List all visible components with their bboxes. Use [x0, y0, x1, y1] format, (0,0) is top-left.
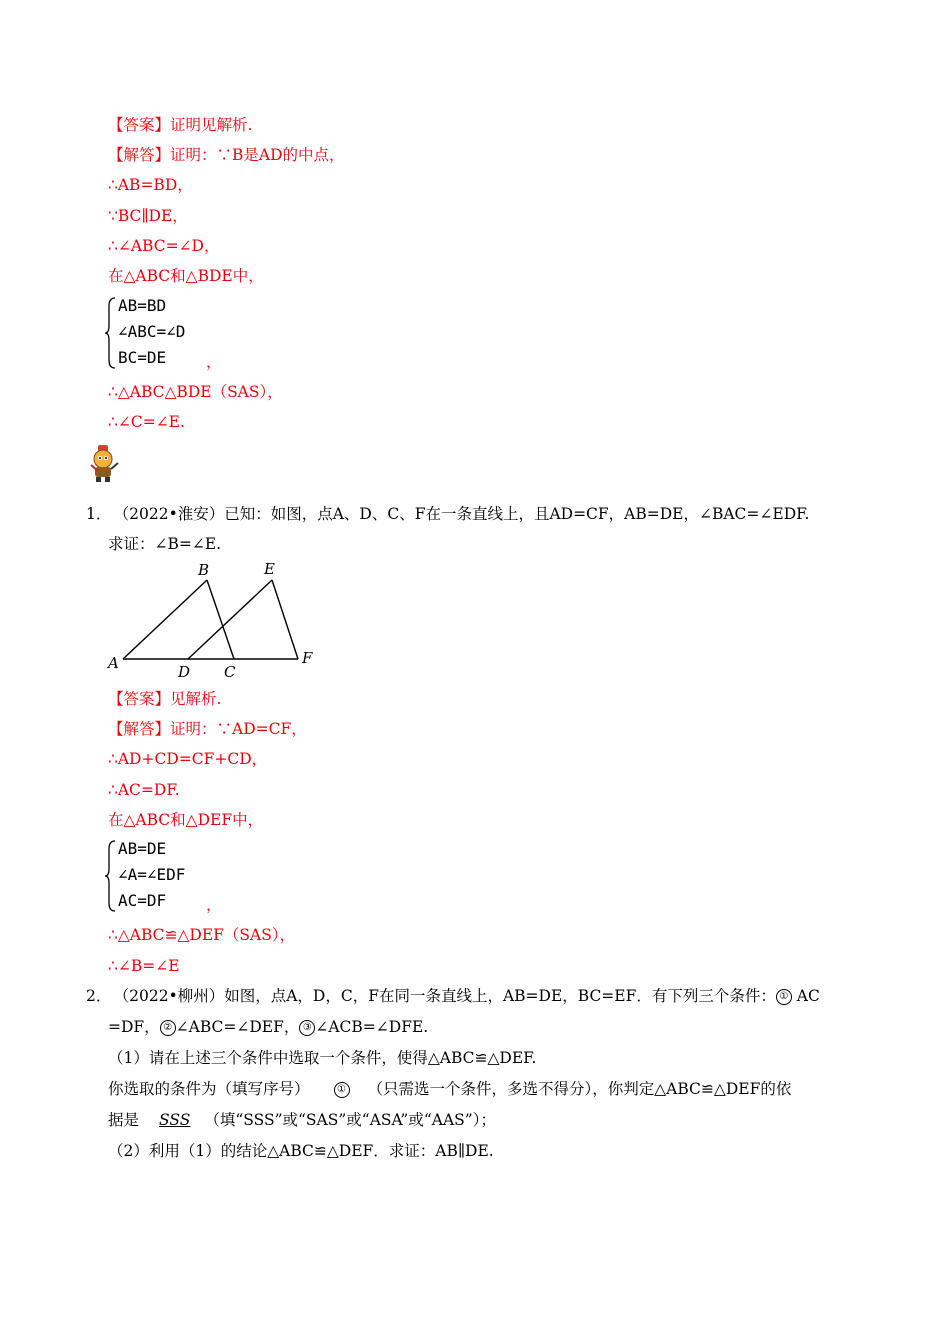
proof-step: ∴∠B=∠E	[108, 957, 180, 975]
label-F: F	[302, 649, 313, 667]
system-brace	[104, 839, 118, 913]
question-1-prove: 求证：∠B=∠E.	[108, 535, 222, 553]
triangle-figure	[100, 558, 330, 683]
circled-3: ③	[299, 1020, 315, 1036]
proof-step: ∴△ABC△BDE（SAS），	[108, 383, 283, 401]
label-D: D	[178, 663, 191, 681]
proof-step: ∴∠ABC=∠D，	[108, 237, 220, 255]
circled-1: ①	[776, 989, 792, 1005]
label-A: A	[108, 654, 119, 672]
system-comma: ，	[206, 353, 222, 371]
pencil-mascot-icon	[86, 443, 122, 483]
answer-line: 【答案】证明见解析.	[108, 116, 253, 134]
solution-line: 【解答】证明：∵AD=CF，	[108, 720, 307, 738]
system-line: BC=DE	[118, 348, 167, 367]
proof-step: ∴AC=DF.	[108, 781, 180, 799]
system-brace	[104, 296, 118, 370]
solution-line: 【解答】证明：∵B是AD的中点，	[108, 146, 345, 164]
system-line: AC=DF	[118, 891, 167, 910]
system-line: ∠A=∠EDF	[118, 865, 186, 884]
fill-blank-1: ①	[316, 1080, 368, 1098]
system-comma: ，	[206, 896, 222, 914]
question-2-line4: 你选取的条件为（填写序号） ① （只需选一个条件，多选不得分），你判定△ABC≌△DEF的依	[108, 1080, 792, 1098]
proof-step: 在△ABC和△DEF中，	[108, 811, 264, 829]
question-2-line5: 据是 SSS （填“SSS”或“SAS”或“ASA”或“AAS”）；	[108, 1111, 496, 1129]
system-line: ∠ABC=∠D	[118, 322, 186, 341]
proof-step: ∵BC∥DE，	[108, 207, 188, 225]
question-2-sub1: （1）请在上述三个条件中选取一个条件，使得△ABC≌△DEF.	[108, 1049, 537, 1067]
question-2-conditions: =DF， ② ∠ABC=∠DEF， ③ ∠ACB=∠DFE.	[108, 1018, 429, 1036]
question-1: 1． （2022•淮安）已知：如图，点A、D、C、F在一条直线上，且AD=CF，AB=DE，∠BAC=∠EDF.	[86, 505, 810, 523]
system-line: AB=DE	[118, 839, 167, 858]
proof-step: ∴∠C=∠E.	[108, 413, 185, 431]
label-C: C	[224, 663, 236, 681]
circled-2: ②	[160, 1020, 176, 1036]
proof-step: ∴AD+CD=CF+CD，	[108, 750, 268, 768]
system-line: AB=BD	[118, 296, 167, 315]
question-2: 2． （2022•柳州）如图，点A，D，C，F在同一条直线上，AB=DE，BC=EF．有下列三个条件： ① AC	[86, 987, 820, 1005]
label-E: E	[264, 560, 275, 578]
answer-line: 【答案】见解析.	[108, 690, 222, 708]
proof-step: ∴△ABC≌△DEF（SAS），	[108, 926, 296, 944]
question-2-sub2: （2）利用（1）的结论△ABC≌△DEF．求证：AB∥DE.	[108, 1142, 494, 1160]
proof-step: 在△ABC和△BDE中，	[108, 267, 264, 285]
label-B: B	[198, 561, 210, 579]
proof-step: ∴AB=BD，	[108, 176, 193, 194]
fill-blank-2: SSS	[159, 1111, 191, 1129]
